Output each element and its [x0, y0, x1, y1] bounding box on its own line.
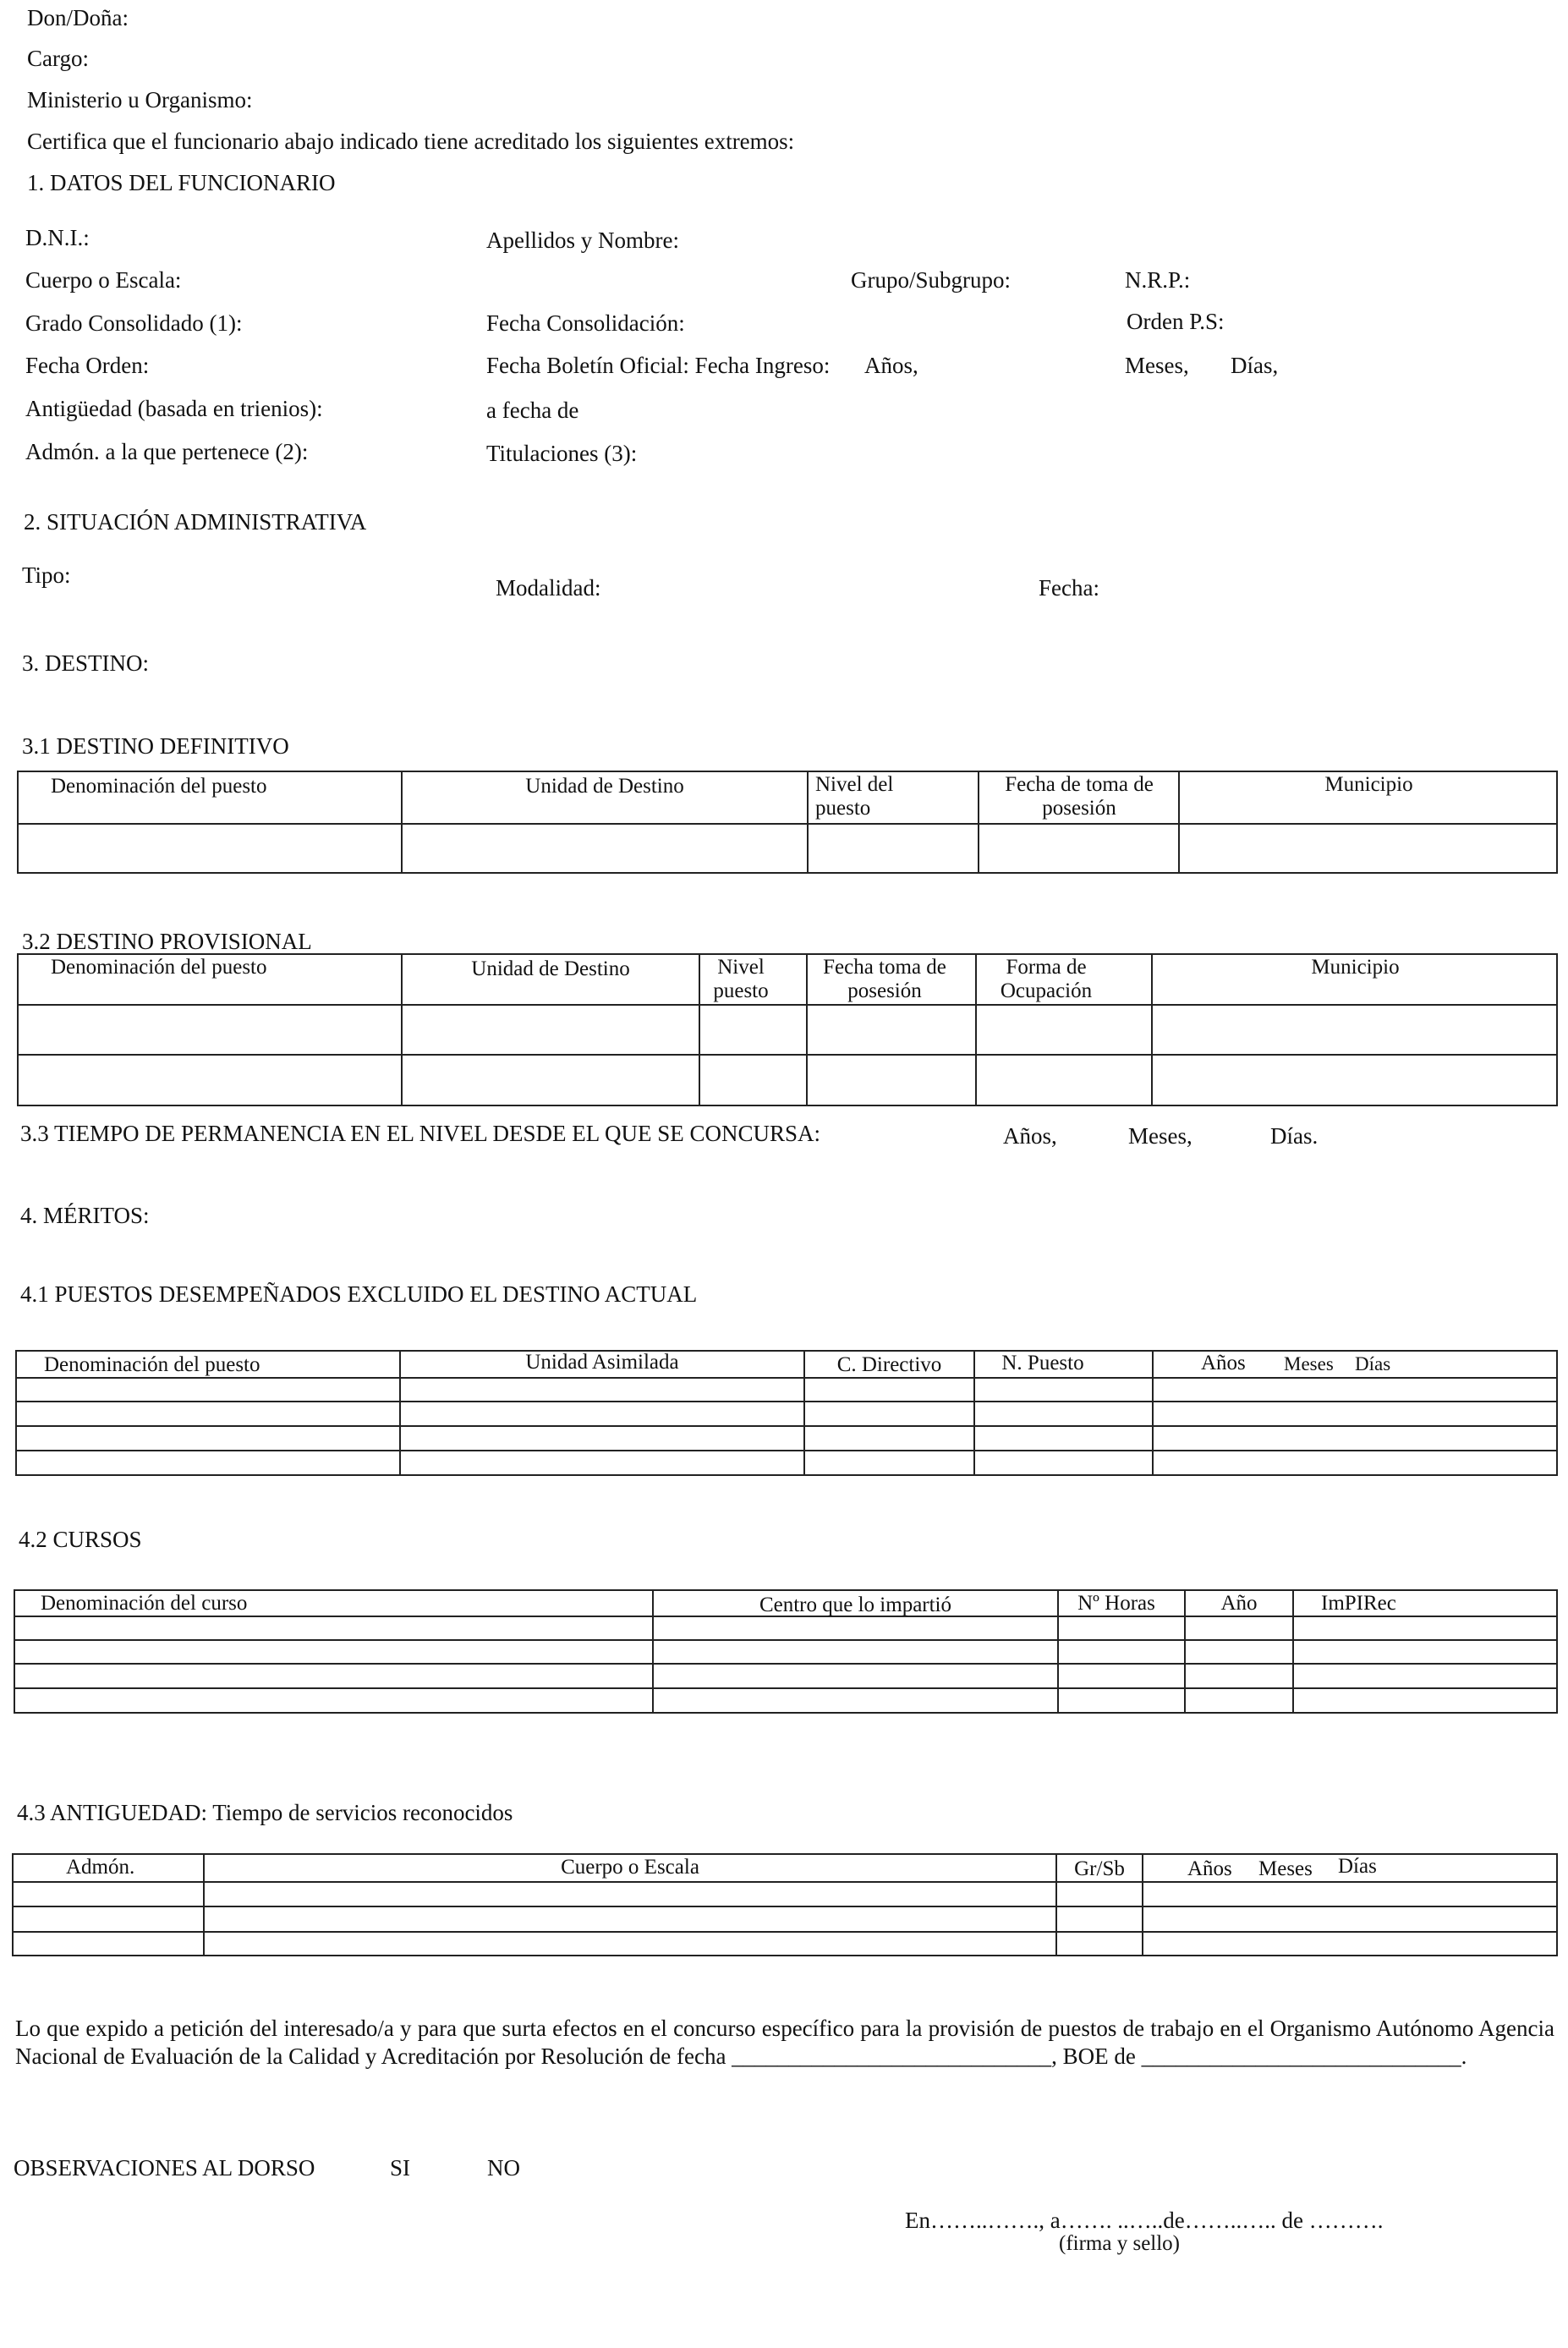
th-unidad-asimilada: Unidad Asimilada	[525, 1351, 679, 1374]
tipo-label: Tipo:	[22, 562, 71, 588]
th-dias-41: Días	[1355, 1353, 1391, 1374]
titulaciones-label: Titulaciones (3):	[486, 441, 638, 466]
cargo-label: Cargo:	[27, 46, 89, 71]
certificacion-paragraph: Lo que expido a petición del interesado/a y para que surta efectos en el concurso específico para la provisión de puestos de trabajo en el Organismo Autónomo Agencia Nacional de Evaluación de la Calidad y Acreditación por Resolución de fecha ____________________________, BOE de ____________________________.	[15, 2016, 1554, 2069]
meses-label: Meses,	[1125, 353, 1189, 378]
ministerio-label: Ministerio u Organismo:	[27, 87, 253, 112]
don-dona-label: Don/Doña:	[27, 5, 129, 30]
fecha-boletin-ingreso-label: Fecha Boletín Oficial: Fecha Ingreso:	[486, 353, 831, 378]
permanencia-meses: Meses,	[1128, 1123, 1192, 1149]
lugar-fecha-line: En……..……., a……. ..…..de……..….. de ……….	[905, 2208, 1384, 2233]
anos-label: Años,	[864, 353, 918, 378]
th-denominacion-puesto-prov: Denominación del puesto	[51, 956, 267, 979]
th-impirec: ImPIRec	[1321, 1592, 1396, 1615]
a-fecha-de-label: a fecha de	[486, 398, 579, 423]
th-unidad-destino-prov: Unidad de Destino	[471, 957, 630, 980]
destino-provisional-title: 3.2 DESTINO PROVISIONAL	[22, 929, 312, 954]
section-4-title: 4. MÉRITOS:	[20, 1203, 150, 1228]
th-nivel-puesto-prov: Nivel puesto	[713, 956, 769, 1002]
permanencia-title: 3.3 TIEMPO DE PERMANENCIA EN EL NIVEL DESDE EL QUE SE CONCURSA:	[20, 1121, 820, 1146]
th-gr-sb: Gr/Sb	[1074, 1857, 1125, 1880]
th-anos-43: Años	[1187, 1857, 1232, 1880]
th-fecha-toma-posesion-prov: Fecha toma de posesión	[823, 956, 946, 1002]
cursos-title: 4.2 CURSOS	[19, 1527, 142, 1552]
nrp-label: N.R.P.:	[1125, 267, 1191, 293]
modalidad-label: Modalidad:	[496, 575, 601, 601]
th-denominacion-puesto-41: Denominación del puesto	[44, 1353, 260, 1376]
th-cuerpo-escala: Cuerpo o Escala	[561, 1856, 699, 1879]
destino-definitivo-title: 3.1 DESTINO DEFINITIVO	[22, 733, 289, 759]
th-c-directivo: C. Directivo	[836, 1353, 942, 1376]
grado-consolidado-label: Grado Consolidado (1):	[25, 310, 243, 336]
permanencia-dias: Días.	[1270, 1123, 1319, 1149]
th-meses-43: Meses	[1258, 1857, 1313, 1880]
orden-ps-label: Orden P.S:	[1127, 309, 1225, 334]
fecha-label: Fecha:	[1039, 575, 1099, 601]
observaciones-no[interactable]: NO	[487, 2155, 520, 2181]
fecha-orden-label: Fecha Orden:	[25, 353, 150, 378]
th-fecha-toma-posesion: Fecha de toma de posesión	[1005, 773, 1154, 820]
dni-label: D.N.I.:	[25, 225, 90, 250]
antiguedad-label: Antigüedad (basada en trienios):	[25, 396, 323, 421]
th-denominacion-puesto: Denominación del puesto	[51, 775, 267, 798]
admon-pertenece-label: Admón. a la que pertenece (2):	[25, 439, 309, 464]
th-anos-41: Años	[1201, 1352, 1246, 1374]
observaciones-si[interactable]: SI	[390, 2155, 411, 2181]
th-n-puesto: N. Puesto	[1001, 1352, 1084, 1374]
th-dias-43: Días	[1338, 1855, 1377, 1878]
section-2-title: 2. SITUACIÓN ADMINISTRATIVA	[24, 509, 367, 535]
grupo-subgrupo-label: Grupo/Subgrupo:	[851, 267, 1011, 293]
th-nivel-puesto: Nivel del puesto	[815, 773, 894, 820]
observaciones-label: OBSERVACIONES AL DORSO	[14, 2155, 315, 2181]
th-municipio: Municipio	[1324, 773, 1413, 796]
certifica-text: Certifica que el funcionario abajo indicado tiene acreditado los siguientes extremos:	[27, 129, 795, 154]
th-forma-ocupacion: Forma de Ocupación	[1000, 956, 1093, 1002]
permanencia-anos: Años,	[1003, 1123, 1057, 1149]
antiguedad-servicios-title: 4.3 ANTIGUEDAD: Tiempo de servicios reconocidos	[17, 1800, 513, 1825]
dias-label: Días,	[1231, 353, 1279, 378]
th-ano: Año	[1220, 1592, 1258, 1615]
puestos-desempenados-title: 4.1 PUESTOS DESEMPEÑADOS EXCLUIDO EL DESTINO ACTUAL	[20, 1281, 698, 1307]
th-denominacion-curso: Denominación del curso	[41, 1592, 248, 1615]
fecha-consolidacion-label: Fecha Consolidación:	[486, 310, 685, 336]
th-n-horas: Nº Horas	[1077, 1592, 1155, 1615]
th-meses-41: Meses	[1284, 1353, 1334, 1374]
th-municipio-prov: Municipio	[1311, 956, 1400, 979]
section-1-title: 1. DATOS DEL FUNCIONARIO	[27, 170, 336, 195]
th-admon: Admón.	[66, 1856, 135, 1879]
firma-sello-label: (firma y sello)	[1059, 2232, 1181, 2255]
th-centro-impartio: Centro que lo impartió	[759, 1594, 952, 1616]
apellidos-nombre-label: Apellidos y Nombre:	[486, 228, 679, 253]
th-unidad-destino: Unidad de Destino	[525, 775, 684, 798]
section-3-title: 3. DESTINO:	[22, 650, 149, 676]
cuerpo-escala-label: Cuerpo o Escala:	[25, 267, 182, 293]
